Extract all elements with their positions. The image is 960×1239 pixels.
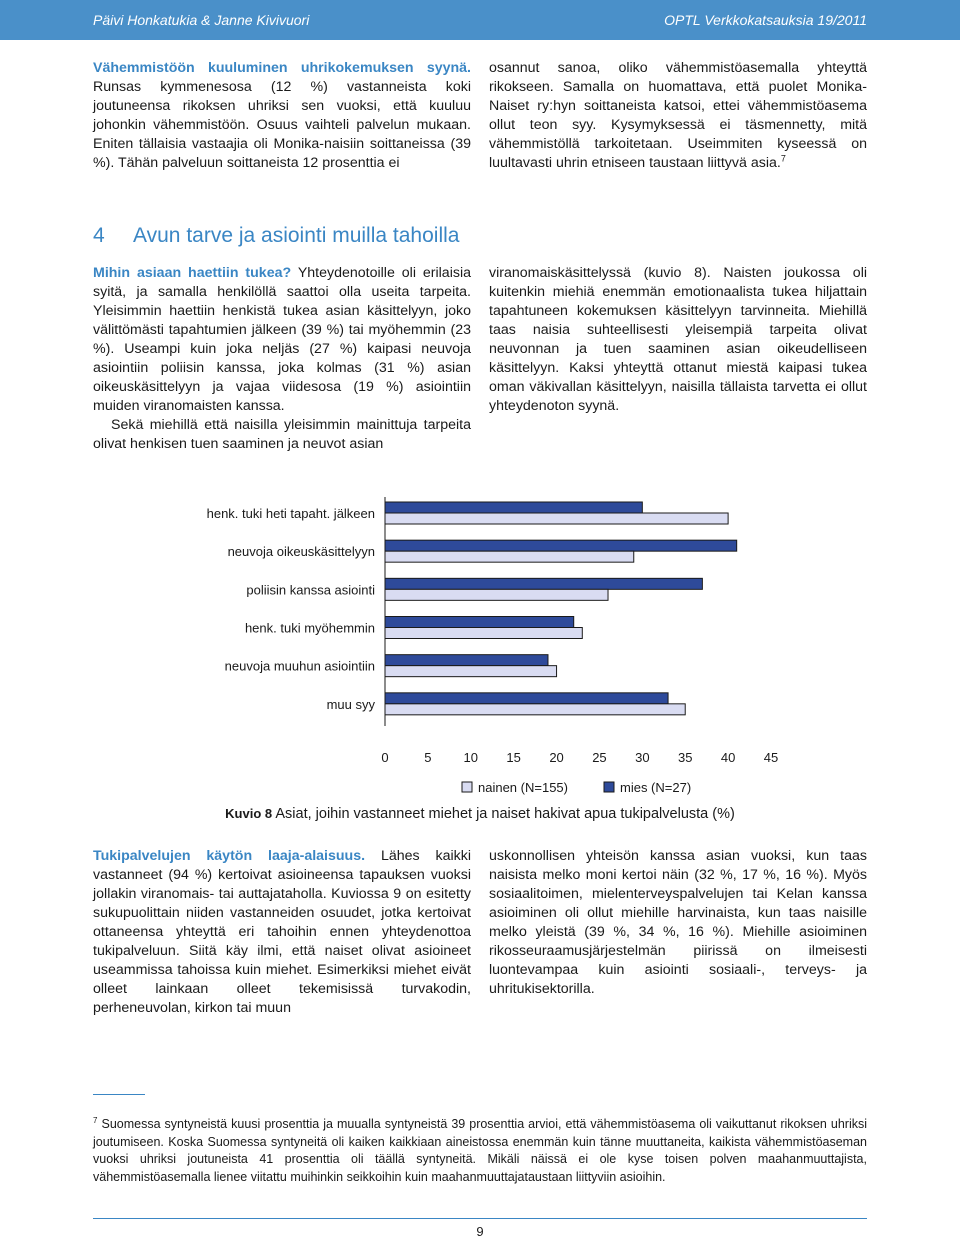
running-header	[0, 0, 960, 40]
legend-swatch	[604, 782, 614, 792]
bar-mies	[385, 578, 702, 589]
category-label: henk. tuki myöhemmin	[244, 620, 375, 636]
header-authors: Päivi Honkatukia & Janne Kivivuori	[93, 12, 310, 28]
bar-mies	[385, 693, 668, 704]
bar-nainen	[385, 513, 728, 524]
section-heading	[93, 224, 459, 248]
bar-nainen	[385, 589, 608, 600]
category-label: muu syy	[326, 696, 375, 712]
bar-mies	[385, 617, 574, 628]
category-label: henk. tuki heti tapaht. jälkeen	[206, 506, 375, 521]
lower-right-column	[489, 847, 867, 999]
header-series: OPTL Verkkokatsauksia 19/2011	[664, 12, 867, 28]
x-tick-label: 15	[506, 750, 521, 765]
bar-nainen	[385, 666, 557, 677]
bar-nainen	[385, 551, 634, 562]
lower-left-column	[93, 847, 471, 1018]
x-tick-label: 35	[677, 750, 693, 765]
footnote-text: Suomessa syntyneistä kuusi prosenttia ja muualla syntyneistä 39 prosenttia arvioi, että vähemmistöasema oli vaikuttanut rikoksen uhriksi joutumiseen. Koska Suomessa syntyneitä oli kaiken kaikkiaan aineistossa enemmän kuin tänne muuttaneita, kaikista vähemmistöaseman vuoksi uhriksi joutuneista 41 prosenttia oli täällä syntyneitä. Mikäli näissä ei ole kyse toisen polven maahanmuuttajista, vähemmistöasemalla lienee viitattu muihinkin seikkoihin kuin maahanmuuttajataustaan liittyviin asioihin.	[93, 1117, 867, 1184]
legend-swatch	[462, 782, 472, 792]
page-number: 9	[476, 1224, 484, 1239]
intro-right-column	[489, 59, 867, 173]
caption-text: Asiat, joihin vastanneet miehet ja naiset hakivat apua tukipalvelusta (%)	[275, 806, 735, 822]
category-label: neuvoja muuhun asiointiin	[224, 658, 375, 674]
section-lead: Mihin asiaan haettiin tukea?	[93, 265, 292, 281]
section-left-column	[93, 264, 471, 454]
lower-lead: Tukipalvelujen käytön laaja-alaisuus.	[93, 848, 366, 864]
bar-mies	[385, 655, 548, 666]
section-number: 4	[93, 224, 105, 247]
bar-chart	[90, 492, 870, 797]
lower-left-text: Lähes kaikki vastanneet (94 %) kertoivat asioineensa tapauksen vuoksi jollakin viranomais- tai auttajataholla. Kuviossa 9 on esitetty sukupuolittain niiden vastanneiden osuudet, jotka kertoivat ottaneensa yhteyttä eri tahoihin ennen yhteydenottoa tukipalveluun. Siitä käy ilmi, että naiset olivat asioineet useammissa tahoissa kuin miehet. Esimerkiksi miehet eivät olleet lainkaan olleet tekemisissä turvakodin, perheneuvolan, kirkon tai muun	[93, 848, 472, 1016]
bar-nainen	[385, 628, 582, 639]
bar-mies	[385, 502, 642, 513]
footnote	[93, 1116, 867, 1186]
x-tick-label: 20	[549, 750, 564, 765]
section-right-text: viranomaiskäsittelyssä (kuvio 8). Naisten joukossa oli kuitenkin miehiä enemmän emotionaalista tukea hiljattain tapahtuneen kokemuksen käsittelyyn tarvinneita. Miehillä taas naisia suhteellisesti yleisempiä tarpeita olivat neuvonnan ja tuen saaminen asian oikeudelliseen käsittelyyn. Kaksi yhteyttä ottanut miestä kaipasi tukea oman väkivallan käsittelyyn, naisilla tällaista tarvetta ei ollut yhteydenoton syynä.	[489, 265, 867, 414]
legend-label: nainen (N=155)	[478, 780, 568, 795]
x-tick-label: 40	[720, 750, 736, 765]
intro-left-column	[93, 59, 471, 173]
intro-lead: Vähemmistöön kuuluminen uhrikokemuksen syynä.	[93, 60, 471, 76]
bar-nainen	[385, 704, 685, 715]
x-tick-label: 0	[381, 750, 389, 765]
x-tick-label: 5	[424, 750, 432, 765]
x-tick-label: 10	[463, 750, 479, 765]
bar-mies	[385, 540, 737, 551]
section-title: Avun tarve ja asiointi muilla tahoilla	[133, 224, 460, 247]
section-left-p1: Yhteydenotoille oli erilaisia syitä, ja samalla henkilöllä saattoi olla useita tarpeita. Yleisimmin haettiin henkistä tukea asian käsittelyyn, joko välittömästi tapahtumien jälkeen (39 %) tai myöhemmin (23 %). Useampi kuin joka neljäs (27 %) kaipasi neuvoja asiointiin poliisin kanssa, joka kolmas (31 %) asian oikeuskäsittelyyn ja vajaa viidesosa (19 %) asiointiin muiden viranomaisten kanssa.	[93, 265, 471, 414]
caption-label: Kuvio 8	[225, 806, 273, 821]
page-divider	[93, 1218, 867, 1219]
legend-label: mies (N=27)	[620, 780, 692, 795]
x-tick-label: 30	[635, 750, 650, 765]
figure-caption	[0, 806, 960, 822]
intro-left-text: Runsas kymmenesosa (12 %) vastanneista koki joutuneensa rikoksen uhriksi sen vuoksi, että kuuluu johonkin vähemmistöön. Osuus vaihteli palvelun mukaan. Eniten tällaisia vastaajia oli Monika-naisiin soittaneissa (39 %). Tähän palveluun soittaneista 12 prosenttia ei	[93, 79, 471, 171]
intro-right-text: osannut sanoa, oliko vähemmistöasemalla yhteyttä rikokseen. Samalla on huomattava, että puolet Monika-Naiset ry:hyn soittaneista katsoi, ettei vähemmistöasema ollut teon syy. Kysymyksessä ei täsmennetty, mitä vähemmistöllä tarkoitetaan. Useimmiten kyseessä on luultavasti uhrin etniseen taustaan liittyvä asia.	[489, 60, 867, 171]
category-label: poliisin kanssa asiointi	[246, 582, 375, 598]
footnote-ref: 7	[780, 153, 786, 164]
section-left-p2: Sekä miehillä että naisilla yleisimmin mainittuja tarpeita olivat henkisen tuen saaminen ja neuvot asian	[93, 417, 471, 452]
category-label: neuvoja oikeuskäsittelyyn	[227, 544, 375, 560]
x-tick-label: 25	[592, 750, 607, 765]
x-tick-label: 45	[763, 750, 779, 765]
footnote-mark: 7	[93, 1115, 98, 1125]
section-right-column	[489, 264, 867, 416]
footnote-divider	[93, 1094, 145, 1095]
lower-right-text: uskonnollisen yhteisön kanssa asian vuoksi, kun taas naisista melko moni kertoi näin (32 %, 17 %, 16 %). Myös sosiaalitoimen, mielenterveyspalvelujen tai Kelan kanssa asioiminen oli ollut miehille harvinaista, kun taas naisille melko yleistä (39 %, 34 %, 16 %). Miehille asioiminen rikosseuraamusjärjestelmän piirissä on ilmeisesti luontevampaa kuin asiointi sosiaali-, terveys- ja uhritukisektorilla.	[489, 848, 867, 997]
